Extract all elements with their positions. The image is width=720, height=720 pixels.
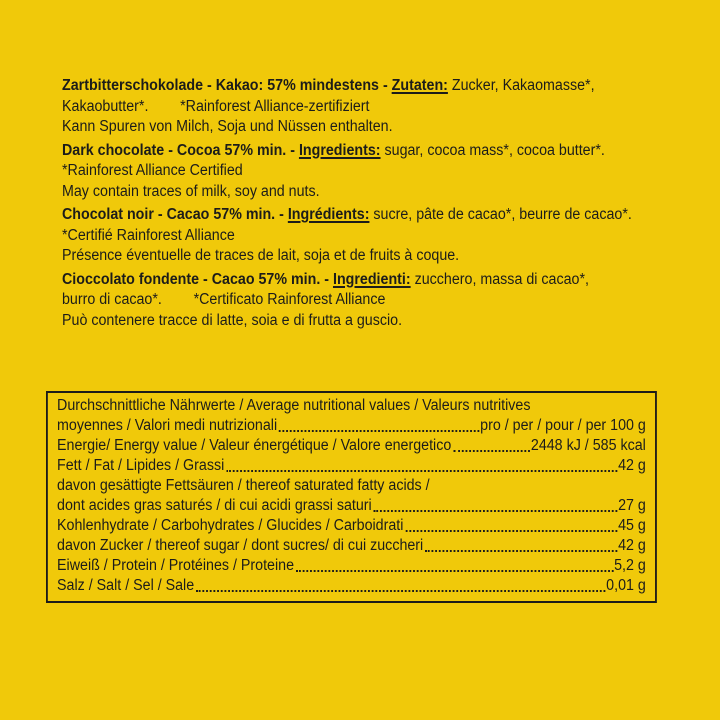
product-name-it: Cioccolato fondente - Cacao 57% min. -: [62, 270, 333, 288]
ingredients-label-en: Ingredients:: [298, 141, 381, 159]
nutrition-row-saturated-fat: [57, 476, 646, 516]
dotted-leader: [453, 450, 530, 452]
dotted-leader: [405, 530, 617, 532]
dotted-leader: [425, 550, 617, 552]
dotted-leader: [226, 470, 617, 472]
saturated-fat-line1: davon gesättigte Fettsäuren / thereof saturated fatty acids /: [57, 477, 430, 494]
product-name-de: Zartbitterschokolade - Kakao: 57% mindestens -: [62, 77, 392, 94]
ingredients-label-fr: Ingrédients:: [287, 206, 370, 223]
saturated-fat-label: dont acides gras saturés / di cui acidi grassi saturi: [57, 497, 372, 514]
ingredients-list-de: Zucker, Kakaomasse*,: [447, 77, 595, 94]
protein-label: Eiweiß / Protein / Protéines / Proteine: [57, 557, 295, 574]
salt-value: 0,01 g: [606, 577, 646, 594]
energy-label: Energie/ Energy value / Valeur énergétique / Valore energetico: [57, 437, 452, 454]
dotted-leader: [296, 570, 613, 572]
ingredients-label-de: Zutaten:: [391, 77, 448, 94]
carbohydrates-value: 45 g: [618, 517, 646, 534]
ingredients-list-it: zucchero, massa di cacao*,: [410, 270, 589, 288]
dotted-leader: [196, 590, 605, 592]
ingredients-en-line1: [62, 141, 697, 162]
ingredients-it: [62, 270, 697, 332]
product-name-fr: Chocolat noir - Cacao 57% min. -: [62, 206, 288, 223]
ingredients-fr-line1: [62, 205, 697, 226]
sugars-value: 42 g: [618, 537, 646, 554]
product-name-en: Dark chocolate - Cocoa 57% min. -: [62, 141, 299, 159]
nutrition-row-carbohydrates: [57, 516, 646, 536]
dotted-leader: [279, 430, 479, 432]
sugars-label: davon Zucker / thereof sugar / dont sucres/ di cui zuccheri: [57, 537, 424, 554]
header-value: pro / per / pour / per 100 g: [480, 417, 646, 434]
certification-line-en: *Rainforest Alliance Certified: [62, 162, 243, 179]
header-line1: Durchschnittliche Nährwerte / Average nutritional values / Valeurs nutritives: [57, 397, 531, 414]
allergen-line-en: May contain traces of milk, soy and nuts.: [62, 182, 320, 200]
certification-line-it: burro di cacao*. *Certificato Rainforest Alliance: [62, 291, 386, 308]
ingredients-list-en: sugar, cocoa mass*, cocoa butter*.: [380, 141, 605, 159]
ingredients-de: [62, 76, 697, 138]
allergen-line-fr: Présence éventuelle de traces de lait, soja et de fruits à coque.: [62, 247, 460, 264]
ingredients-list-fr: sucre, pâte de cacao*, beurre de cacao*.: [369, 206, 632, 223]
dotted-leader: [374, 510, 618, 512]
nutrition-row-energy: [57, 436, 646, 456]
ingredients-de-line1: [62, 76, 697, 97]
nutrition-row-salt: [57, 576, 646, 596]
protein-value: 5,2 g: [614, 557, 646, 574]
energy-value: 2448 kJ / 585 kcal: [530, 437, 646, 454]
ingredients-en: [62, 141, 697, 203]
fat-value: 42 g: [618, 457, 646, 474]
nutrition-facts-table: [46, 391, 657, 603]
ingredients-label-it: Ingredienti:: [332, 270, 411, 288]
nutrition-row-fat: [57, 456, 646, 476]
allergen-line-de: Kann Spuren von Milch, Soja und Nüssen enthalten.: [62, 118, 393, 135]
fat-label: Fett / Fat / Lipides / Grassi: [57, 457, 225, 474]
saturated-fat-value: 27 g: [618, 497, 646, 514]
ingredients-fr: [62, 205, 697, 267]
carbohydrates-label: Kohlenhydrate / Carbohydrates / Glucides / Carboidrati: [57, 517, 404, 534]
nutrition-row-protein: [57, 556, 646, 576]
nutrition-row-header: [57, 396, 646, 436]
allergen-line-it: Può contenere tracce di latte, soia e di frutta a guscio.: [62, 311, 403, 329]
header-label: moyennes / Valori medi nutrizionali: [57, 417, 278, 434]
certification-line-fr: *Certifié Rainforest Alliance: [62, 226, 235, 244]
certification-line-de: Kakaobutter*. *Rainforest Alliance-zertifiziert: [62, 97, 370, 115]
salt-label: Salz / Salt / Sel / Sale: [57, 577, 195, 594]
ingredients-section: [62, 76, 697, 334]
ingredients-it-line1: [62, 270, 697, 291]
nutrition-row-sugars: [57, 536, 646, 556]
